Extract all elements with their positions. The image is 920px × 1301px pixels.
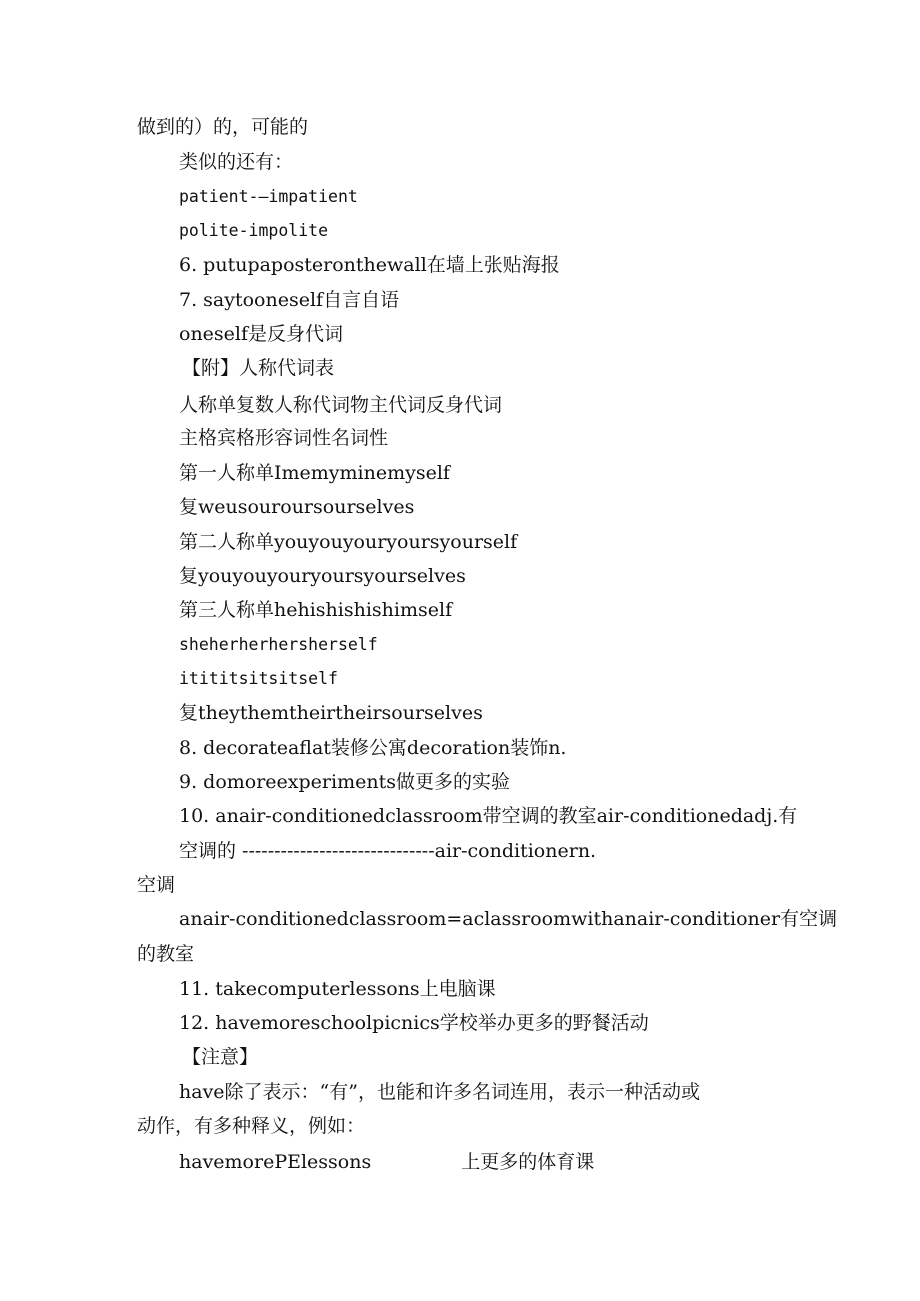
text-line: 第一人称单Imemyminemyself xyxy=(179,462,450,484)
text-line: 主格宾格形容词性名词性 xyxy=(179,427,389,449)
text-line: 【注意】 xyxy=(182,1046,259,1068)
text-line: patient-—impatient xyxy=(179,187,358,206)
text-line: 动作，有多种释义，例如： xyxy=(137,1115,366,1137)
text-line: 复theythemtheirtheirsourselves xyxy=(179,702,483,724)
text-line: oneself是反身代词 xyxy=(179,323,344,345)
text-line: 8. decorateaflat装修公寓decoration装饰n. xyxy=(179,737,567,759)
text-line: 人称单复数人称代词物主代词反身代词 xyxy=(179,394,503,416)
text-line: 空调 xyxy=(137,874,176,896)
text-line: 第二人称单youyouyouryoursyourself xyxy=(179,531,518,553)
text-line: 10. anair-conditionedclassroom带空调的教室air-conditionedadj.有 xyxy=(179,805,798,827)
text-line: 【附】人称代词表 xyxy=(182,357,335,379)
text-line: 12. havemoreschoolpicnics学校举办更多的野餐活动 xyxy=(179,1012,649,1034)
text-line: polite-impolite xyxy=(179,221,329,240)
text-line: 9. domoreexperiments做更多的实验 xyxy=(179,771,510,793)
text-line: 第三人称单hehishishishimself xyxy=(179,599,453,621)
text-line: 复weusouroursourselves xyxy=(179,496,415,518)
meaning-text: 上更多的体育课 xyxy=(461,1151,595,1173)
text-line: 类似的还有： xyxy=(179,151,294,173)
text-line: 复youyouyouryoursyourselves xyxy=(179,565,466,587)
text-line: 7. saytooneself自言自语 xyxy=(179,289,400,311)
text-line xyxy=(179,1149,594,1175)
phrase-text: havemorePElessons xyxy=(179,1151,372,1173)
text-line: 11. takecomputerlessons上电脑课 xyxy=(179,978,496,1000)
text-line: 的教室 xyxy=(137,943,195,965)
text-line: have除了表示：“有”，也能和许多名词连用，表示一种活动或 xyxy=(179,1081,700,1103)
text-line: 做到的）的，可能的 xyxy=(137,116,309,138)
text-line: anair-conditionedclassroom=aclassroomwithanair-conditioner有空调 xyxy=(179,908,838,930)
text-line: sheherherhersherself xyxy=(179,635,378,654)
text-line: 6. putupaposteronthewall在墙上张贴海报 xyxy=(179,254,560,276)
text-line: itititsitsitself xyxy=(179,669,338,688)
text-line: 空调的 ------------------------------air-conditionern. xyxy=(179,840,597,862)
